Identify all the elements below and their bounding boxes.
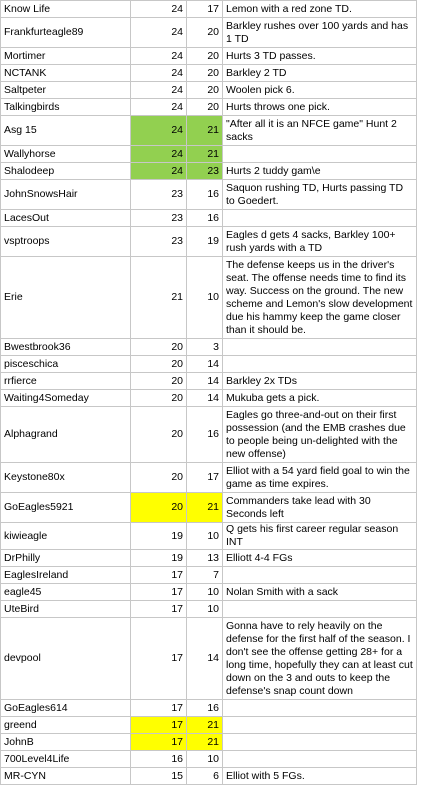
comment-cell[interactable]: Eagles d gets 4 sacks, Barkley 100+ rush yards with a TD (223, 227, 417, 257)
opponent-score-cell[interactable]: 20 (187, 65, 223, 82)
table-row (1, 700, 417, 717)
comment-cell[interactable]: Barkley rushes over 100 yards and has 1 TD (223, 18, 417, 48)
opponent-score-cell[interactable]: 14 (187, 373, 223, 390)
opponent-score-cell[interactable]: 17 (187, 463, 223, 493)
comment-cell[interactable]: Saquon rushing TD, Hurts passing TD to Goedert. (223, 180, 417, 210)
user-name-cell[interactable]: Erie (1, 257, 131, 339)
user-name-cell[interactable]: Mortimer (1, 48, 131, 65)
opponent-score-cell[interactable]: 17 (187, 1, 223, 18)
eagles-score-cell[interactable]: 20 (131, 390, 187, 407)
eagles-score-cell[interactable]: 16 (131, 751, 187, 768)
opponent-score-cell[interactable]: 16 (187, 180, 223, 210)
table-row (1, 717, 417, 734)
comment-cell[interactable]: Gonna have to rely heavily on the defense for the first half of the season. I don't see the offense getting 28+ for a long time, hopefully they can at least cut down on the 3 and outs to keep the defense's snap count down (223, 618, 417, 700)
opponent-score-cell[interactable]: 14 (187, 390, 223, 407)
comment-cell[interactable]: Hurts 3 TD passes. (223, 48, 417, 65)
comment-cell[interactable]: Hurts throws one pick. (223, 99, 417, 116)
comment-cell[interactable]: Eagles go three-and-out on their first possession (and the EMB crashes due to people being un-delighted with the new offense) (223, 407, 417, 463)
table-row (1, 407, 417, 463)
opponent-score-cell[interactable]: 10 (187, 523, 223, 550)
comment-cell[interactable] (223, 751, 417, 768)
opponent-score-cell[interactable]: 13 (187, 550, 223, 567)
opponent-score-cell[interactable]: 3 (187, 339, 223, 356)
opponent-score-cell[interactable]: 20 (187, 18, 223, 48)
user-name-cell[interactable]: kiwieagle (1, 523, 131, 550)
comment-cell[interactable]: Q gets his first career regular season INT (223, 523, 417, 550)
user-name-cell[interactable]: Frankfurteagle89 (1, 18, 131, 48)
table-row (1, 356, 417, 373)
user-name-cell[interactable]: LacesOut (1, 210, 131, 227)
table-row (1, 82, 417, 99)
comment-cell[interactable]: Elliott 4-4 FGs (223, 550, 417, 567)
opponent-score-cell[interactable]: 23 (187, 163, 223, 180)
user-name-cell[interactable]: Know Life (1, 1, 131, 18)
comment-cell[interactable]: Elliot with a 54 yard field goal to win the game as time expires. (223, 463, 417, 493)
opponent-score-cell[interactable]: 10 (187, 257, 223, 339)
comment-cell[interactable] (223, 146, 417, 163)
table-row (1, 163, 417, 180)
comment-cell[interactable]: Commanders take lead with 30 Seconds left (223, 493, 417, 523)
eagles-score-cell[interactable]: 24 (131, 146, 187, 163)
user-name-cell[interactable]: Saltpeter (1, 82, 131, 99)
eagles-score-cell[interactable]: 20 (131, 356, 187, 373)
table-row (1, 227, 417, 257)
user-name-cell[interactable]: vsptroops (1, 227, 131, 257)
eagles-score-cell[interactable]: 24 (131, 163, 187, 180)
opponent-score-cell[interactable]: 16 (187, 407, 223, 463)
user-name-cell[interactable]: 700Level4Life (1, 751, 131, 768)
table-row (1, 601, 417, 618)
user-name-cell[interactable]: Keystone80x (1, 463, 131, 493)
opponent-score-cell[interactable]: 21 (187, 493, 223, 523)
opponent-score-cell[interactable]: 16 (187, 700, 223, 717)
user-name-cell[interactable]: GoEagles614 (1, 700, 131, 717)
user-name-cell[interactable]: JohnB (1, 734, 131, 751)
comment-cell[interactable]: Lemon with a red zone TD. (223, 1, 417, 18)
eagles-score-cell[interactable]: 20 (131, 493, 187, 523)
eagles-score-cell[interactable]: 24 (131, 116, 187, 146)
comment-cell[interactable]: Hurts 2 tuddy gam\e (223, 163, 417, 180)
table-row (1, 463, 417, 493)
comment-cell[interactable]: Mukuba gets a pick. (223, 390, 417, 407)
user-name-cell[interactable]: Shalodeep (1, 163, 131, 180)
comment-cell[interactable] (223, 567, 417, 584)
user-name-cell[interactable]: Waiting4Someday (1, 390, 131, 407)
comment-cell[interactable]: "After all it is an NFCE game" Hunt 2 sacks (223, 116, 417, 146)
eagles-score-cell[interactable]: 23 (131, 180, 187, 210)
table-row (1, 523, 417, 550)
eagles-score-cell[interactable]: 17 (131, 700, 187, 717)
eagles-score-cell[interactable]: 17 (131, 734, 187, 751)
table-row (1, 65, 417, 82)
opponent-score-cell[interactable]: 16 (187, 210, 223, 227)
table-row (1, 567, 417, 584)
opponent-score-cell[interactable]: 19 (187, 227, 223, 257)
eagles-score-cell[interactable]: 20 (131, 463, 187, 493)
eagles-score-cell[interactable]: 17 (131, 601, 187, 618)
opponent-score-cell[interactable]: 6 (187, 768, 223, 785)
eagles-score-cell[interactable]: 20 (131, 407, 187, 463)
opponent-score-cell[interactable]: 14 (187, 356, 223, 373)
eagles-score-cell[interactable]: 17 (131, 584, 187, 601)
user-name-cell[interactable]: Bwestbrook36 (1, 339, 131, 356)
table-row (1, 180, 417, 210)
comment-cell[interactable] (223, 356, 417, 373)
user-name-cell[interactable]: greend (1, 717, 131, 734)
eagles-score-cell[interactable]: 24 (131, 82, 187, 99)
opponent-score-cell[interactable]: 21 (187, 717, 223, 734)
eagles-score-cell[interactable]: 17 (131, 567, 187, 584)
user-name-cell[interactable]: Alphagrand (1, 407, 131, 463)
eagles-score-cell[interactable]: 15 (131, 768, 187, 785)
opponent-score-cell[interactable]: 10 (187, 601, 223, 618)
user-name-cell[interactable]: UteBird (1, 601, 131, 618)
eagles-score-cell[interactable]: 19 (131, 550, 187, 567)
table-row (1, 373, 417, 390)
table-row (1, 146, 417, 163)
opponent-score-cell[interactable]: 10 (187, 584, 223, 601)
table-row (1, 99, 417, 116)
opponent-score-cell[interactable]: 21 (187, 146, 223, 163)
table-row (1, 210, 417, 227)
opponent-score-cell[interactable]: 20 (187, 99, 223, 116)
opponent-score-cell[interactable]: 7 (187, 567, 223, 584)
user-name-cell[interactable]: pisceschica (1, 356, 131, 373)
table-row (1, 257, 417, 339)
opponent-score-cell[interactable]: 14 (187, 618, 223, 700)
table-row (1, 493, 417, 523)
eagles-score-cell[interactable]: 24 (131, 99, 187, 116)
opponent-score-cell[interactable]: 21 (187, 116, 223, 146)
user-name-cell[interactable]: JohnSnowsHair (1, 180, 131, 210)
user-name-cell[interactable]: Wallyhorse (1, 146, 131, 163)
user-name-cell[interactable]: GoEagles5921 (1, 493, 131, 523)
comment-cell[interactable] (223, 210, 417, 227)
opponent-score-cell[interactable]: 20 (187, 48, 223, 65)
user-name-cell[interactable]: rrfierce (1, 373, 131, 390)
table-row (1, 116, 417, 146)
table-row (1, 1, 417, 18)
table-row (1, 550, 417, 567)
eagles-score-cell[interactable]: 20 (131, 339, 187, 356)
table-row (1, 618, 417, 700)
eagles-score-cell[interactable]: 21 (131, 257, 187, 339)
eagles-score-cell[interactable]: 23 (131, 227, 187, 257)
eagles-score-cell[interactable]: 19 (131, 523, 187, 550)
comment-cell[interactable]: Nolan Smith with a sack (223, 584, 417, 601)
eagles-score-cell[interactable]: 17 (131, 717, 187, 734)
user-name-cell[interactable]: DrPhilly (1, 550, 131, 567)
comment-cell[interactable] (223, 717, 417, 734)
table-row (1, 751, 417, 768)
user-name-cell[interactable]: MR-CYN (1, 768, 131, 785)
user-name-cell[interactable]: EaglesIreland (1, 567, 131, 584)
comment-cell[interactable]: Woolen pick 6. (223, 82, 417, 99)
comment-cell[interactable] (223, 601, 417, 618)
table-row (1, 18, 417, 48)
eagles-score-cell[interactable]: 17 (131, 618, 187, 700)
user-name-cell[interactable]: devpool (1, 618, 131, 700)
comment-cell[interactable]: Barkley 2 TD (223, 65, 417, 82)
opponent-score-cell[interactable]: 20 (187, 82, 223, 99)
comment-cell[interactable]: Elliot with 5 FGs. (223, 768, 417, 785)
user-name-cell[interactable]: Talkingbirds (1, 99, 131, 116)
comment-cell[interactable]: The defense keeps us in the driver's seat. The offense needs time to find its way. Success on the ground. The new scheme and Lemon's slow development due his hammy keep the game closer than it should be. (223, 257, 417, 339)
user-name-cell[interactable]: eagle45 (1, 584, 131, 601)
table-row (1, 768, 417, 785)
table-row (1, 339, 417, 356)
user-name-cell[interactable]: Asg 15 (1, 116, 131, 146)
table-row (1, 584, 417, 601)
eagles-score-cell[interactable]: 24 (131, 65, 187, 82)
eagles-score-cell[interactable]: 24 (131, 48, 187, 65)
comment-cell[interactable]: Barkley 2x TDs (223, 373, 417, 390)
eagles-score-cell[interactable]: 24 (131, 1, 187, 18)
table-row (1, 48, 417, 65)
opponent-score-cell[interactable]: 10 (187, 751, 223, 768)
predictions-table-body (1, 0, 417, 785)
eagles-score-cell[interactable]: 20 (131, 373, 187, 390)
eagles-score-cell[interactable]: 23 (131, 210, 187, 227)
table-row (1, 390, 417, 407)
comment-cell[interactable] (223, 339, 417, 356)
comment-cell[interactable] (223, 700, 417, 717)
user-name-cell[interactable]: NCTANK (1, 65, 131, 82)
eagles-score-cell[interactable]: 24 (131, 18, 187, 48)
opponent-score-cell[interactable]: 21 (187, 734, 223, 751)
